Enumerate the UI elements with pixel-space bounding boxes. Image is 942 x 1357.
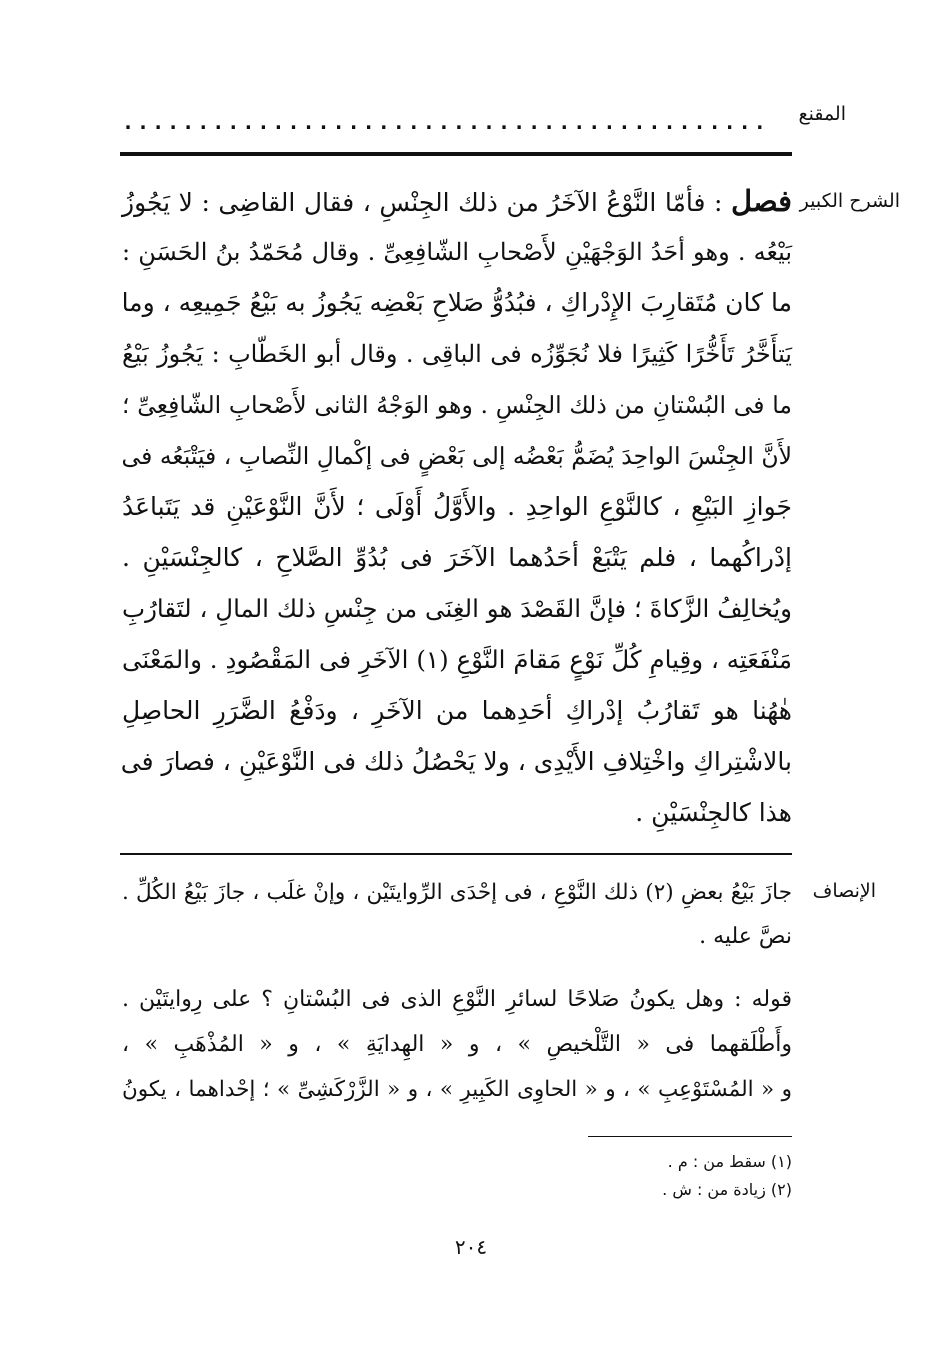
sharh-line-10: مَنْفَعَتِه ، وقِيامِ كُلِّ نَوْعٍ مَقامَ النَّوْعِ (١) الآخَرِ فى المَقْصُودِ . والمَعْنَى	[122, 645, 792, 674]
insaf-line-5: و « المُسْتَوْعِبِ » ، و « الحاوِى الكَبِيرِ » ، و « الزَّرْكَشِىِّ » ؛ إحْداهما ، يكونُ	[122, 1077, 792, 1102]
sharh-line-3: ما كان مُتَقارِبَ الإِدْراكِ ، فبُدُوُّ صَلاحِ بَعْضِه يَجُوزُ به بَيْعُ جَمِيعِه ، وما	[121, 288, 792, 317]
sharh-line-5: ما فى البُسْتانِ من ذلك الجِنْسِ . وهو الوَجْهُ الثانى لأَصْحابِ الشّافِعِىِّ ؛	[122, 391, 792, 419]
header-dot-leader: ...........................................	[122, 110, 769, 134]
page-number: ٢٠٤	[454, 1235, 488, 1259]
running-title: المقنع	[798, 103, 846, 125]
sharh-line-1-text: : فأمّا النَّوْعُ الآخَرُ من ذلك الجِنْسِ ، فقال القاضِى : لا يَجُوزُ	[122, 188, 723, 217]
header-rule	[120, 152, 792, 156]
sharh-line-7: جَوازِ البَيْعِ ، كالنَّوْعِ الواحِدِ . والأَوَّلُ أَوْلَى ؛ لأَنَّ النَّوْعَيْنِ قد يَتَباعَدُ	[122, 492, 792, 521]
insaf-line-4: وأَطْلَقهما فى « التَّلْخيصِ » ، و « الهِدايَةِ » ، و « المُذْهَبِ » ،	[122, 1032, 792, 1057]
sharh-line-2: بَيْعُه . وهو أحَدُ الوَجْهَيْنِ لأَصْحابِ الشّافِعِىِّ . وقال مُحَمّدُ بنُ الحَسَنِ :	[122, 238, 792, 266]
sharh-section-label: الشرح الكبير	[799, 190, 900, 212]
insaf-line-2: نصَّ عليه .	[699, 924, 792, 949]
sharh-line-12: بالاشْتِراكِ واخْتِلافِ الأَيْدِى ، ولا يَحْصُلُ ذلك فى النَّوْعَيْنِ ، فصارَ فى	[120, 747, 792, 776]
insaf-section-label: الإنصاف	[812, 880, 876, 902]
sharh-line-8: إدْراكُهما ، فلم يَتْبَعْ أحَدُهما الآخَرَ فى بُدُوِّ الصَّلاحِ ، كالجِنْسَيْنِ .	[122, 543, 792, 572]
sharh-line-9: ويُخالِفُ الزَّكاةَ ؛ فإنَّ القَصْدَ هو الغِنَى من جِنْسِ ذلك المالِ ، لتَقارُبِ	[122, 594, 792, 623]
sharh-line-13: هذا كالجِنْسَيْنِ .	[635, 798, 792, 827]
footnote-2: (٢) زيادة من : ش .	[662, 1180, 792, 1199]
insaf-line-3: قوله : وهل يكونُ صَلاحًا لسائرِ النَّوْعِ الذى فى البُسْتانِ ؟ على رِوايتَيْن .	[122, 987, 792, 1012]
sharh-line-4: يَتأَخَّرُ تَأَخُّرًا كَثِيرًا فلا نُجَوِّزُه فى الباقِى . وقال أبو الخَطّابِ : يَجُوزُ بَيْعُ	[122, 340, 792, 368]
sharh-line-6: لأَنَّ الجِنْسَ الواحِدَ يُضَمُّ بَعْضُه إلى بَعْضٍ فى إكْمالِ النِّصابِ ، فيَتْبَعُه فى	[121, 442, 792, 470]
sharh-line-1	[122, 186, 792, 218]
section-divider	[120, 853, 792, 855]
sharh-line-11: هٰهُنا هو تَقارُبُ إدْراكِ أحَدِهما من الآخَرِ ، ودَفْعُ الضَّرَرِ الحاصِلِ	[122, 696, 792, 725]
footnote-rule	[588, 1136, 792, 1137]
insaf-line-1: جازَ بَيْعُ بعضِ (٢) ذلك النَّوْعِ ، فى إحْدَى الرِّوايتَيْن ، وإنْ غلَب ، جازَ بَيْعُ الكُلِّ .	[122, 880, 792, 905]
section-heading-fasl: فصل	[731, 184, 793, 218]
footnote-1: (١) سقط من : م .	[667, 1152, 792, 1171]
